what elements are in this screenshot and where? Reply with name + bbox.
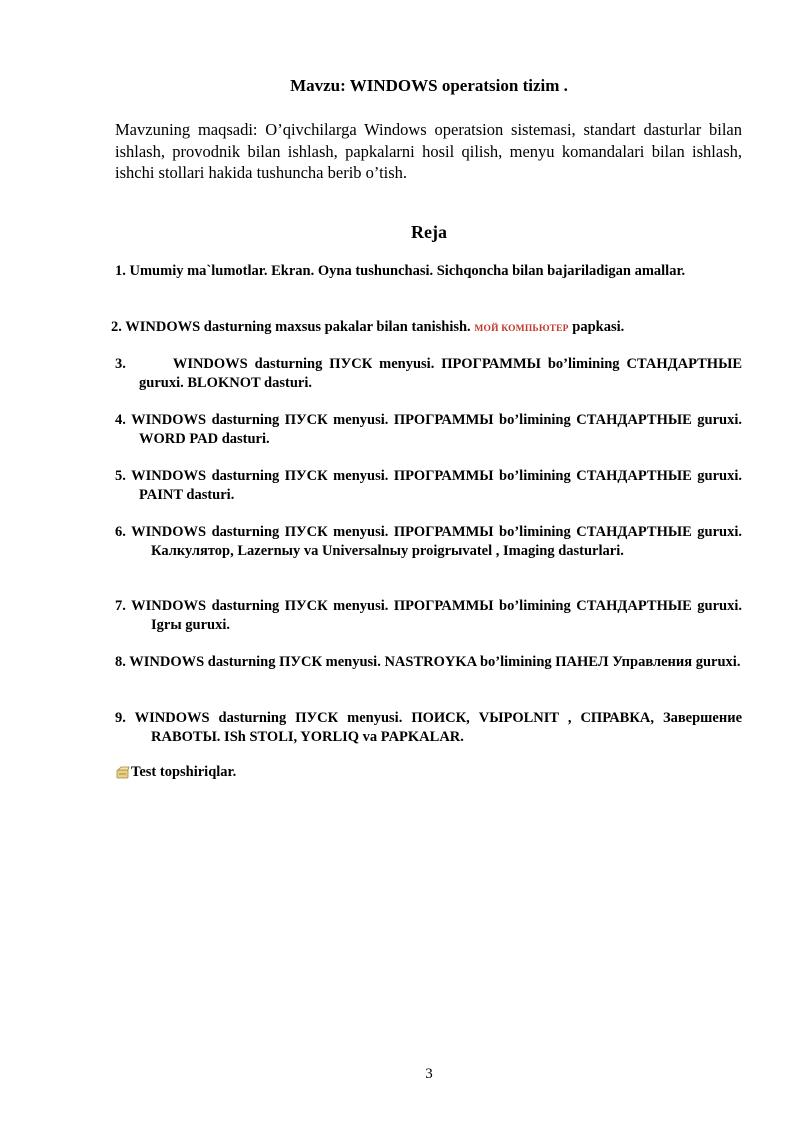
plan-item-number: 2. [111, 319, 122, 335]
my-computer-label: МОЙ КОМПЬЮТЕР [474, 324, 569, 334]
plan-item-text: Umumiy ma`lumotlar. Ekran. Oyna tushunchasi. Sichqoncha bilan bajariladigan amallar. [129, 263, 686, 279]
plan-item-text: WINDOWS dasturning ПУСК menyusi. ПРОГРАММЫ bo’limining СТАНДАРТНЫЕ guruxi. BLOKNOT dasturi. [139, 356, 742, 391]
purpose-paragraph: Mavzuning maqsadi: O’qivchilarga Windows operatsion sistemasi, standart dasturlar bilan ishlash, provodnik bilan ishlash, papkalarni hosil qilish, menyu komandalari bilan ishlash, ishchi stollari hakida tushuncha berib o’tish. [115, 120, 742, 182]
plan-item-text: WINDOWS dasturning ПУСК menyusi. ПРОГРАММЫ bo’limining СТАНДАРТНЫЕ guruxi. PAINT dasturi. [131, 468, 742, 503]
plan-item-text: WINDOWS dasturning ПУСК menyusi. NASTROYKA bo’limining ПАНЕЛ Управления guruxi. [129, 654, 741, 670]
plan-item-number: 3. [115, 356, 126, 372]
plan-item-text: WINDOWS dasturning ПУСК menyusi. ПРОГРАММЫ bo’limining СТАНДАРТНЫЕ guruxi. WORD PAD dasturi. [131, 412, 742, 447]
plan-item-number: 6. [115, 524, 126, 540]
plan-item-9 [115, 709, 742, 746]
plan-item-text: WINDOWS dasturning ПУСК menyusi. ПРОГРАММЫ bo’limining СТАНДАРТНЫЕ guruxi. Igrы guruxi. [131, 598, 742, 633]
plan-item-text: WINDOWS dasturning ПУСК menyusi. ПРОГРАММЫ bo’limining СТАНДАРТНЫЕ guruxi. Калкулятор, Lazernыy va Universalnыy proigrыvatel , Imaging dasturlari. [131, 524, 742, 559]
plan-item-1 [115, 262, 742, 281]
plan-item-number: 9. [115, 710, 126, 726]
plan-item-number: 1. [115, 263, 126, 279]
plan-item-4 [115, 411, 742, 448]
page-title: Mavzu: WINDOWS operatsion tizim . [290, 76, 568, 95]
plan-item-5 [115, 467, 742, 504]
test-tasks-link[interactable] [115, 764, 236, 781]
test-tasks-label: Test topshiriqlar. [131, 764, 237, 780]
plan-item-2 [111, 318, 751, 339]
plan-item-text: WINDOWS dasturning ПУСК menyusi. ПОИСК, VЫPOLNIT , СПРАВКА, Завершение RABOTЫ. ISh STOLI, YORLIQ va PAPKALAR. [134, 710, 742, 745]
plan-item-number: 8. [115, 654, 126, 670]
plan-item-number: 7. [115, 598, 126, 614]
plan-item-text: WINDOWS dasturning maxsus pakalar bilan tanishish. [125, 319, 471, 335]
plan-item-3 [115, 355, 742, 392]
pencil-icon [115, 765, 131, 781]
plan-item-number: 4. [115, 412, 126, 428]
page-number: 3 [425, 1066, 433, 1082]
plan-item-6 [115, 523, 742, 560]
plan-item-7 [115, 597, 742, 634]
plan-item-text-after: papkasi. [572, 319, 625, 335]
plan-item-number: 5. [115, 468, 126, 484]
plan-heading: Reja [411, 222, 447, 242]
plan-item-8 [115, 653, 742, 672]
